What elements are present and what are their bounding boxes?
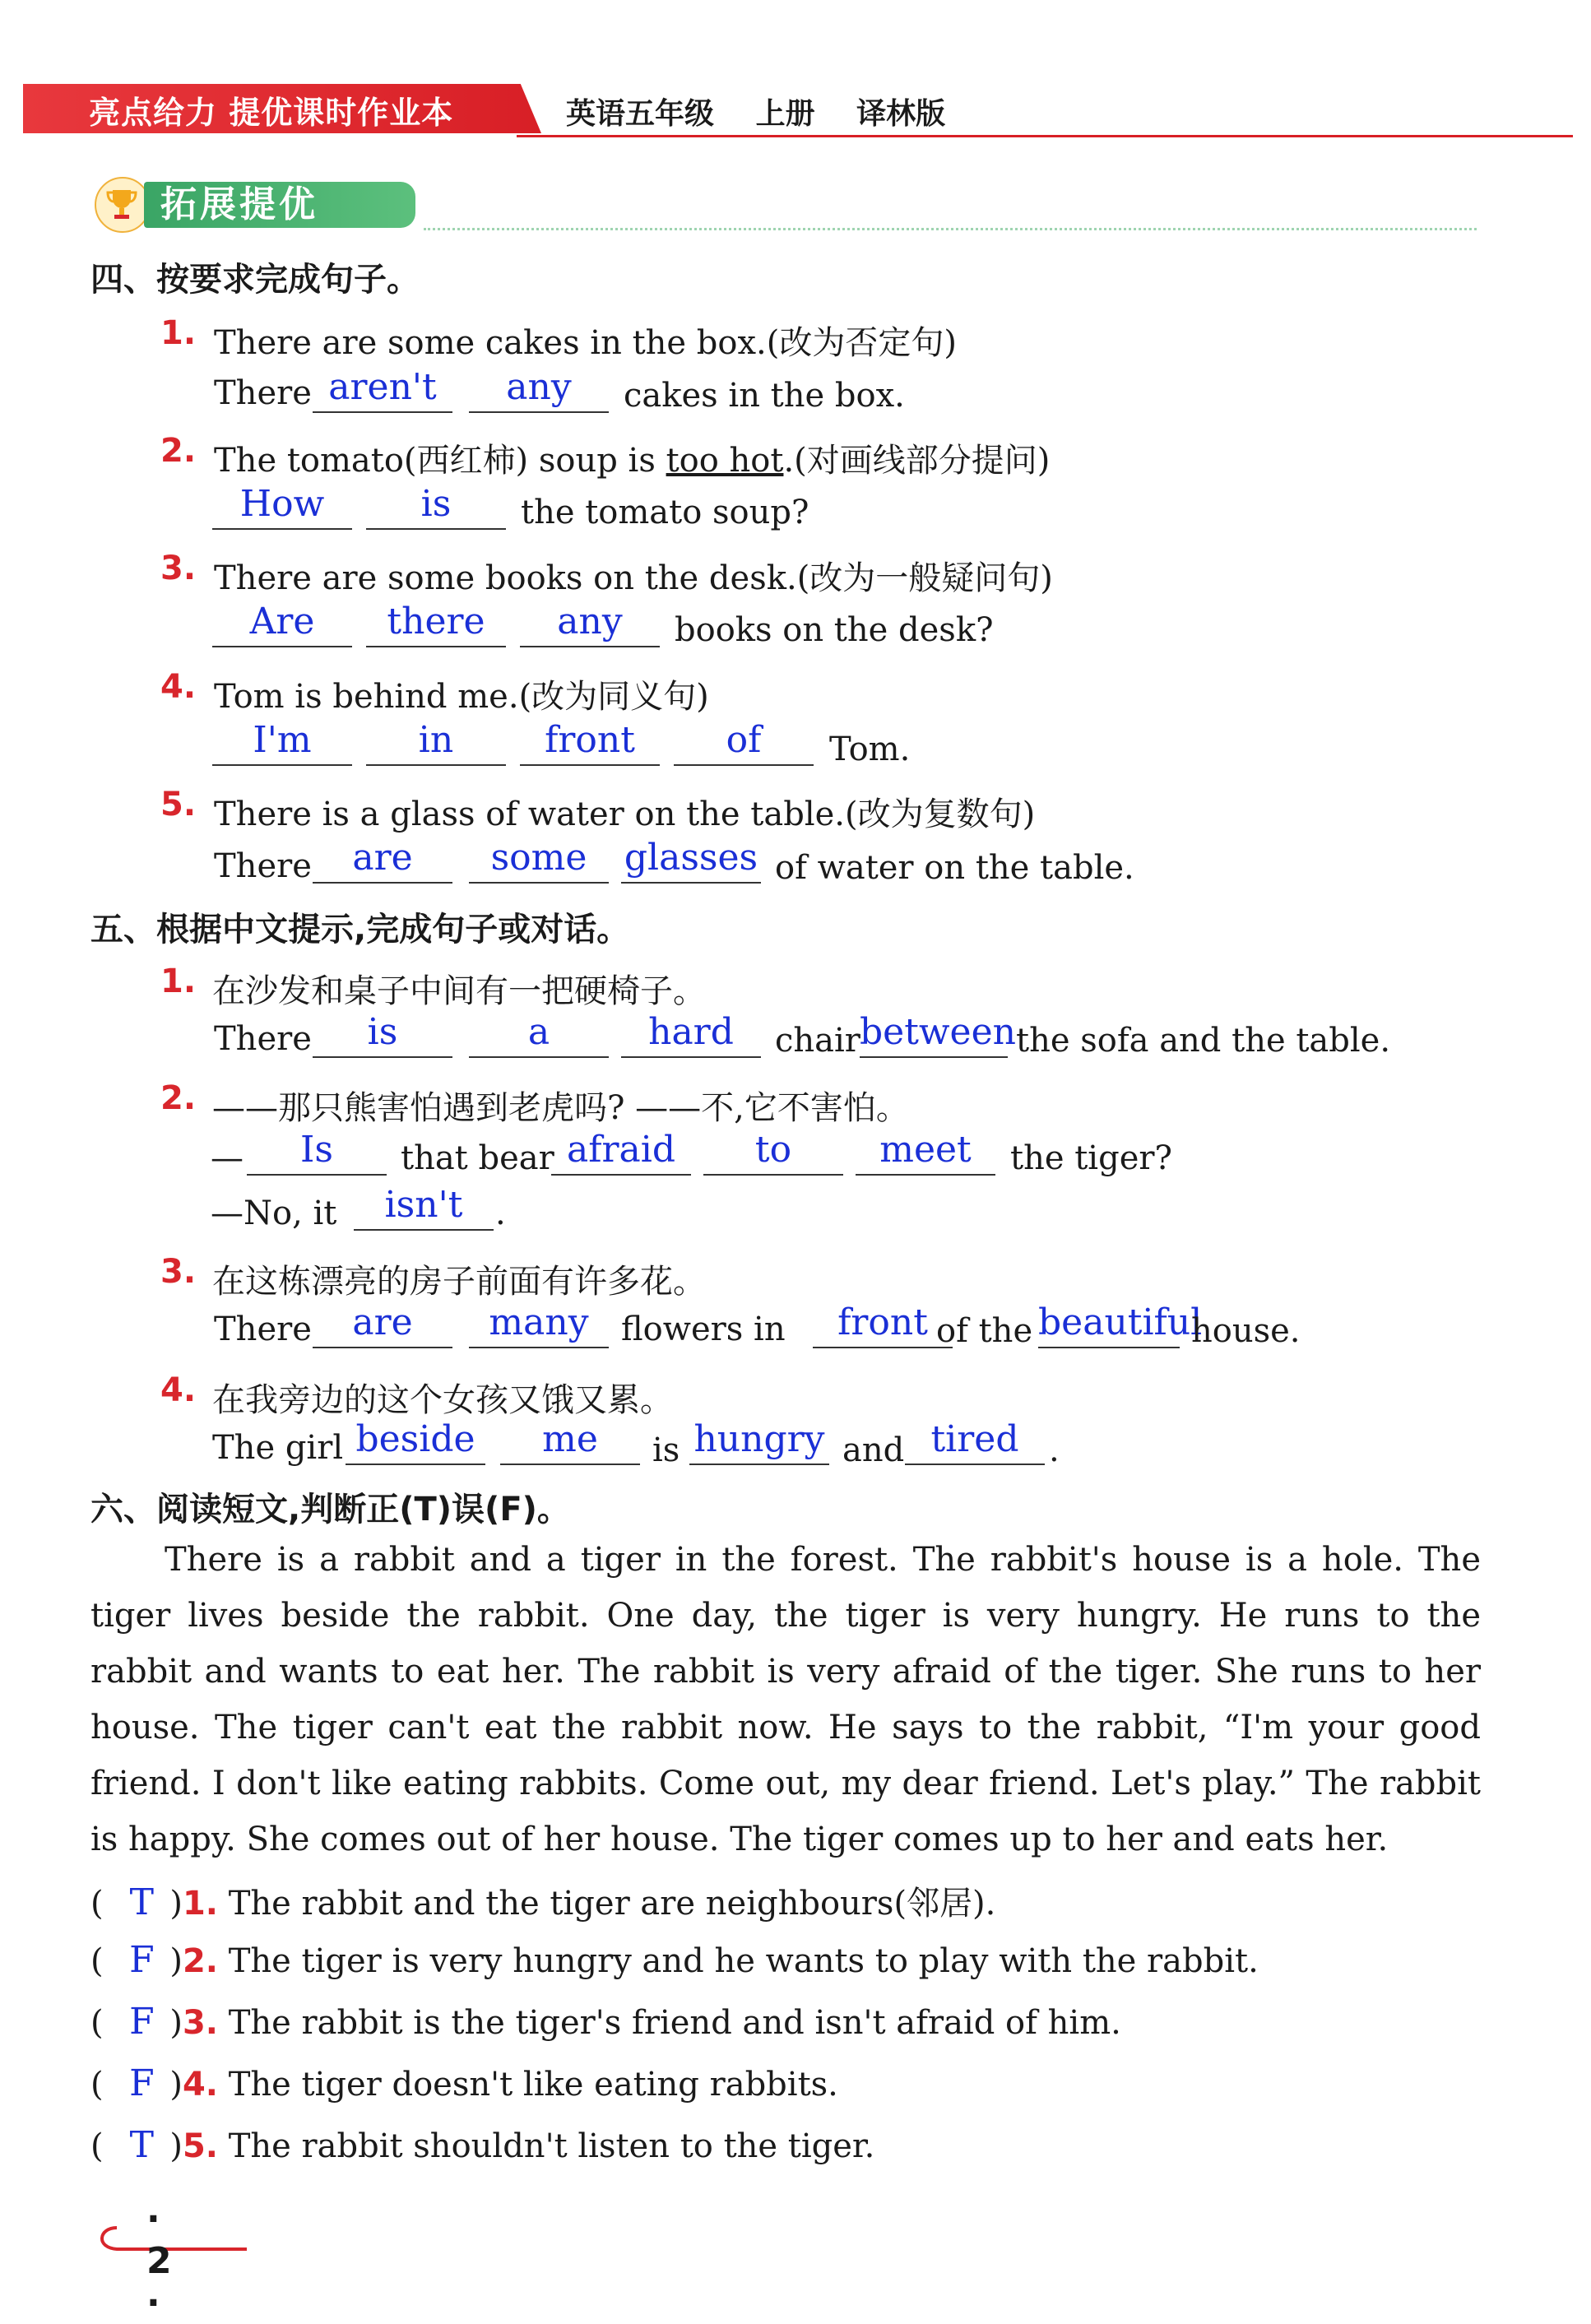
answer-blank[interactable]: How [212, 485, 352, 530]
question-prompt: There is a glass of water on the table.(改为复数句) [214, 796, 1036, 833]
answer-blank[interactable]: some [469, 839, 609, 884]
answer-tail: . [1049, 1431, 1060, 1469]
answer-tail: books on the desk? [675, 611, 994, 649]
answer-blank[interactable]: isn't [354, 1186, 494, 1231]
tf-answer[interactable]: F [129, 2062, 155, 2104]
item-number: 1. [182, 1885, 218, 1923]
item-text: The rabbit is the tiger's friend and isn't afraid of him. [228, 2004, 1121, 2042]
question-prompt [214, 434, 1050, 481]
prompt-text: The tomato(西红柿) soup is [214, 442, 666, 480]
question-prompt: There are some cakes in the box.(改为否定句) [214, 324, 957, 362]
answer-lead: There [214, 847, 312, 885]
question-prompt: There are some books on the desk.(改为一般疑问句) [214, 559, 1053, 597]
subject-label: 英语五年级 [566, 97, 715, 131]
answer-blank[interactable]: are [313, 1304, 452, 1348]
tf-item: ( T )5. The rabbit shouldn't listen to the tiger. [90, 2124, 875, 2166]
tf-item: ( T )1. The rabbit and the tiger are neighbours(邻居). [90, 1881, 996, 1923]
answer-blank[interactable]: me [500, 1421, 640, 1465]
answer-tail: the tiger? [1010, 1139, 1172, 1177]
question-prompt: Tom is behind me.(改为同义句) [214, 678, 709, 716]
answer-mid: that bear [401, 1139, 554, 1177]
trophy-icon [95, 177, 151, 233]
dialogue-dash: — [211, 1139, 244, 1177]
answer-blank[interactable]: front [520, 721, 660, 766]
question-number: 5. [160, 786, 197, 823]
answer-tail: the sofa and the table. [1016, 1022, 1391, 1060]
answer-blank[interactable]: Is [247, 1131, 387, 1176]
passage-text: There is a rabbit and a tiger in the forest. The rabbit's house is a hole. The tiger lives beside the rabbit. One day, the tiger is very hungry. He runs to the rabbit and wants to eat her. The rabbit is very afraid of the tiger. She runs to her house. The tiger can't eat the rabbit now. He says to the rabbit, “I'm your good friend. I don't like eating rabbits. Come out, my dear friend. Let's play.” The rabbit is happy. She comes out of her house. The tiger comes up to her and eats her. [90, 1541, 1481, 1858]
answer-lead: There [214, 1020, 312, 1058]
answer-blank[interactable]: in [366, 721, 506, 766]
answer-lead: There [214, 374, 312, 412]
answer-blank[interactable]: any [520, 603, 660, 647]
item-number: 4. [182, 2066, 218, 2104]
answer-blank[interactable]: I'm [212, 721, 352, 766]
header-rule [517, 135, 1573, 137]
answer-blank[interactable]: front [813, 1304, 953, 1348]
section-title: 拓展提优 [144, 182, 415, 228]
edition-label: 译林版 [856, 97, 946, 131]
item-text: The tiger doesn't like eating rabbits. [228, 2066, 838, 2104]
volume-label: 上册 [755, 97, 815, 131]
tf-answer[interactable]: F [129, 2001, 155, 2043]
answer-blank[interactable]: any [469, 369, 609, 413]
part6-title: 六、阅读短文,判断正(T)误(F)。 [90, 1491, 570, 1528]
answer-lead: —No, it [211, 1194, 337, 1232]
tf-item: ( F )2. The tiger is very hungry and he wants to play with the rabbit. [90, 1939, 1259, 1981]
tf-item: ( F )3. The rabbit is the tiger's friend and isn't afraid of him. [90, 2001, 1121, 2043]
answer-tail: Tom. [829, 731, 911, 768]
part4-title: 四、按要求完成句子。 [90, 261, 420, 299]
page-number: · 2 · [146, 2198, 172, 2324]
item-number: 5. [182, 2127, 218, 2165]
section-divider [424, 228, 1477, 230]
question-prompt: 在沙发和桌子中间有一把硬椅子。 [212, 972, 706, 1010]
question-number: 3. [160, 550, 197, 587]
question-number: 1. [160, 314, 197, 352]
answer-blank[interactable]: beautiful [1038, 1304, 1180, 1348]
reading-passage [90, 1532, 1481, 1867]
answer-blank[interactable]: hungry [689, 1421, 829, 1465]
question-number: 3. [160, 1253, 197, 1291]
answer-blank[interactable]: a [469, 1014, 609, 1058]
question-number: 2. [160, 432, 197, 470]
answer-tail: cakes in the box. [624, 377, 905, 415]
answer-blank[interactable]: to [703, 1131, 843, 1176]
answer-blank[interactable]: aren't [313, 369, 452, 413]
answer-blank[interactable]: is [366, 485, 506, 530]
answer-tail: the tomato soup? [521, 494, 809, 531]
tf-item: ( F )4. The tiger doesn't like eating rabbits. [90, 2062, 838, 2104]
book-series-title: 亮点给力 提优课时作业本 [89, 95, 454, 131]
answer-lead: There [214, 1310, 312, 1348]
question-number: 1. [160, 963, 197, 1000]
answer-lead: The girl [212, 1429, 344, 1467]
answer-mid: of the [936, 1312, 1033, 1350]
question-number: 2. [160, 1079, 197, 1117]
tf-answer[interactable]: T [129, 2124, 154, 2166]
answer-blank[interactable]: of [674, 721, 814, 766]
answer-mid: and [842, 1431, 905, 1469]
question-number: 4. [160, 668, 197, 706]
answer-tail: house. [1191, 1312, 1301, 1350]
answer-tail: of water on the table. [775, 849, 1134, 887]
answer-mid: is [652, 1431, 680, 1469]
tf-answer[interactable]: F [129, 1939, 155, 1981]
answer-mid: flowers in [621, 1310, 786, 1348]
answer-blank[interactable]: afraid [551, 1131, 691, 1176]
answer-blank[interactable]: beside [346, 1421, 485, 1465]
answer-blank[interactable]: meet [856, 1131, 995, 1176]
underlined-text: too hot [666, 442, 784, 480]
answer-blank[interactable]: between [860, 1014, 1008, 1058]
item-number: 2. [182, 1942, 218, 1980]
question-prompt: ——那只熊害怕遇到老虎吗? ——不,它不害怕。 [212, 1089, 909, 1127]
item-text: The rabbit shouldn't listen to the tiger. [228, 2127, 875, 2165]
answer-blank[interactable]: hard [621, 1014, 761, 1058]
answer-blank[interactable]: is [313, 1014, 452, 1058]
question-prompt: 在我旁边的这个女孩又饿又累。 [212, 1381, 673, 1419]
answer-mid: chair [775, 1022, 860, 1060]
answer-blank[interactable]: Are [212, 603, 352, 647]
item-text: The rabbit and the tiger are neighbours(邻居). [228, 1885, 996, 1923]
part5-title: 五、根据中文提示,完成句子或对话。 [90, 911, 630, 949]
book-meta [566, 90, 976, 132]
answer-blank[interactable]: there [366, 603, 506, 647]
item-text: The tiger is very hungry and he wants to play with the rabbit. [228, 1942, 1259, 1980]
section-tag [95, 177, 1477, 231]
answer-tail: . [495, 1194, 506, 1232]
answer-blank[interactable]: many [469, 1304, 609, 1348]
question-prompt: 在这栋漂亮的房子前面有许多花。 [212, 1263, 706, 1301]
tf-answer[interactable]: T [129, 1881, 154, 1923]
page-header [23, 79, 1573, 145]
question-number: 4. [160, 1371, 197, 1409]
prompt-text: .(对画线部分提问) [783, 442, 1051, 480]
answer-blank[interactable]: tired [905, 1421, 1045, 1465]
item-number: 3. [182, 2004, 218, 2042]
answer-blank[interactable]: glasses [621, 839, 761, 884]
answer-blank[interactable]: are [313, 839, 452, 884]
